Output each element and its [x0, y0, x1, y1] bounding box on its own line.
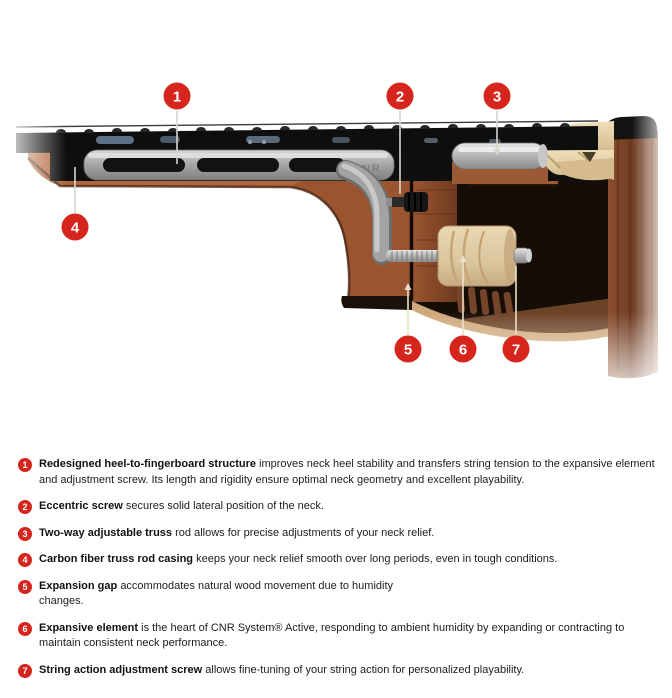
legend-text — [39, 621, 660, 652]
heel-bottom-cap — [341, 296, 412, 310]
callout-number: 4 — [70, 219, 80, 237]
legend-term: Expansive element — [39, 621, 139, 634]
callout-marker-6 — [450, 336, 477, 363]
legend-text — [39, 663, 524, 679]
cnr-embossed-label: CNR — [352, 163, 382, 175]
legend-item-6 — [18, 621, 660, 652]
legend-desc: keeps your neck relief smooth over long periods, even in tough conditions. — [196, 553, 558, 565]
legend-desc: is the heart of CNR System® Active, responding to ambient humidity by expanding or contracting to maintain consistent neck performance. — [39, 621, 625, 649]
legend-desc: rod allows for precise adjustments of your neck relief. — [175, 526, 435, 539]
callout-number: 5 — [403, 341, 413, 359]
callout-number: 7 — [511, 341, 521, 359]
string-action-screw — [514, 248, 532, 263]
legend-term: Eccentric screw — [39, 500, 123, 512]
legend-item-5 — [18, 579, 660, 610]
legend-term: Redesigned heel-to-fingerboard structure — [39, 458, 256, 470]
callout-marker-5 — [395, 336, 422, 363]
legend-badge-2: 2 — [18, 500, 32, 514]
legend-term: String action adjustment screw — [39, 663, 203, 676]
legend-term: Two-way adjustable truss — [39, 526, 173, 539]
legend-desc: accommodates natural wood movement due to humidity changes. — [39, 579, 394, 607]
callout-marker-7 — [503, 336, 530, 363]
legend-list — [0, 442, 672, 678]
truss-rod — [452, 143, 548, 169]
legend-term: Expansion gap — [39, 579, 118, 592]
threaded-rod — [386, 250, 446, 262]
legend-item-2 — [18, 499, 660, 515]
callout-number: 3 — [492, 88, 502, 106]
legend-badge-6: 6 — [18, 622, 32, 636]
legend-desc: improves neck heel stability and transfers string tension to the expansive element and adjustment screw. Its length and rigidity ensure optimal neck geometry and excellent playability. — [39, 458, 655, 486]
callout-marker-2 — [387, 83, 414, 110]
legend-badge-4: 4 — [18, 553, 32, 567]
callout-marker-1 — [164, 83, 191, 110]
callout-number: 2 — [395, 88, 405, 106]
legend-badge-3: 3 — [18, 527, 32, 541]
callout-number: 1 — [172, 88, 182, 106]
legend-badge-5: 5 — [18, 580, 32, 594]
callout-marker-3 — [484, 83, 511, 110]
callout-number: 6 — [458, 341, 468, 359]
legend-badge-1: 1 — [18, 458, 32, 472]
legend-desc: secures solid lateral position of the neck. — [125, 500, 324, 512]
legend-item-1 — [18, 457, 660, 488]
legend-desc: allows fine-tuning of your string action for personalized playability. — [205, 663, 525, 676]
legend-text — [39, 457, 660, 488]
legend-text — [39, 552, 557, 568]
legend-text — [39, 526, 434, 542]
legend-item-3 — [18, 526, 660, 542]
legend-item-4 — [18, 552, 660, 568]
callout-marker-4 — [62, 214, 89, 241]
legend-item-7 — [18, 663, 660, 679]
expansive-element — [438, 226, 516, 286]
legend-term: Carbon fiber truss rod casing — [39, 553, 194, 565]
legend-badge-7: 7 — [18, 664, 32, 678]
legend-text — [39, 579, 434, 610]
legend-text — [39, 499, 324, 515]
